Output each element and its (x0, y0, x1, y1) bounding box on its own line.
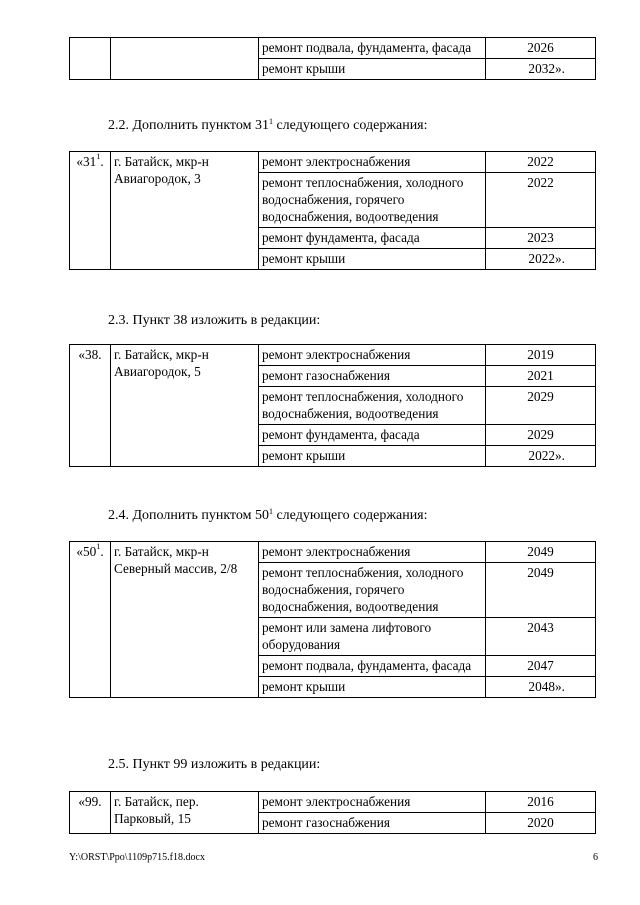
paragraph-2-4: 2.4. Дополнить пунктом $50^1$ следующего содержания: (108, 507, 428, 523)
number-cell: «$31^1$. (70, 152, 111, 270)
address-cell: г. Батайск, мкр-н Авиагородок, 3 (111, 152, 259, 270)
work-cell: ремонт или замена лифтового оборудования (259, 618, 486, 656)
year-cell: 2022 (486, 173, 596, 228)
year-cell: 2016 (486, 792, 596, 813)
number-cell: «38. (70, 345, 111, 467)
table-item-38 (69, 344, 596, 467)
year-cell: 2049 (486, 542, 596, 563)
work-cell: ремонт газоснабжения (259, 813, 486, 834)
work-cell: ремонт крыши (259, 677, 486, 698)
table-item-99 (69, 791, 596, 834)
work-cell: ремонт теплоснабжения, холодного водоснабжения, водоотведения (259, 387, 486, 425)
work-cell: ремонт фундамента, фасада (259, 228, 486, 249)
work-cell: ремонт крыши (259, 446, 486, 467)
work-cell: ремонт теплоснабжения, холодного водоснабжения, горячего водоснабжения, водоотведения (259, 173, 486, 228)
number-cell (70, 38, 111, 80)
work-cell: ремонт теплоснабжения, холодного водоснабжения, горячего водоснабжения, водоотведения (259, 563, 486, 618)
year-cell: 2019 (486, 345, 596, 366)
year-cell: 2048». (486, 677, 596, 698)
table-item-31-1 (69, 151, 596, 270)
work-cell: ремонт крыши (259, 59, 486, 80)
table-continuation (69, 37, 596, 80)
work-cell: ремонт подвала, фундамента, фасада (259, 656, 486, 677)
number-cell: «99. (70, 792, 111, 834)
year-cell: 2023 (486, 228, 596, 249)
work-cell: ремонт подвала, фундамента, фасада (259, 38, 486, 59)
address-cell: г. Батайск, мкр-н Северный массив, 2/8 (111, 542, 259, 698)
year-cell: 2021 (486, 366, 596, 387)
table-row (70, 345, 596, 366)
page-number: 6 (593, 852, 598, 863)
year-cell: 2022». (486, 446, 596, 467)
year-cell: 2020 (486, 813, 596, 834)
paragraph-2-2: 2.2. Дополнить пунктом $31^1$ следующего содержания: (108, 117, 428, 133)
year-cell: 2049 (486, 563, 596, 618)
table-row (70, 152, 596, 173)
year-cell: 2029 (486, 425, 596, 446)
year-cell: 2029 (486, 387, 596, 425)
paragraph-2-3: 2.3. Пункт 38 изложить в редакции: (108, 313, 321, 328)
year-cell: 2047 (486, 656, 596, 677)
year-cell: 2022 (486, 152, 596, 173)
year-cell: 2022». (486, 249, 596, 270)
year-cell: 2032». (486, 59, 596, 80)
work-cell: ремонт электроснабжения (259, 345, 486, 366)
paragraph-2-5: 2.5. Пункт 99 изложить в редакции: (108, 757, 321, 772)
table-row (70, 542, 596, 563)
number-cell: «$50^1$. (70, 542, 111, 698)
footer-file-path: Y:\ORST\Ppo\1109p715.f18.docx (69, 852, 205, 863)
address-cell (111, 38, 259, 80)
work-cell: ремонт фундамента, фасада (259, 425, 486, 446)
table-item-50-1 (69, 541, 596, 698)
address-cell: г. Батайск, пер. Парковый, 15 (111, 792, 259, 834)
year-cell: 2026 (486, 38, 596, 59)
work-cell: ремонт электроснабжения (259, 792, 486, 813)
year-cell: 2043 (486, 618, 596, 656)
work-cell: ремонт электроснабжения (259, 542, 486, 563)
table-row (70, 792, 596, 813)
table-row (70, 38, 596, 59)
work-cell: ремонт газоснабжения (259, 366, 486, 387)
address-cell: г. Батайск, мкр-н Авиагородок, 5 (111, 345, 259, 467)
work-cell: ремонт электроснабжения (259, 152, 486, 173)
work-cell: ремонт крыши (259, 249, 486, 270)
